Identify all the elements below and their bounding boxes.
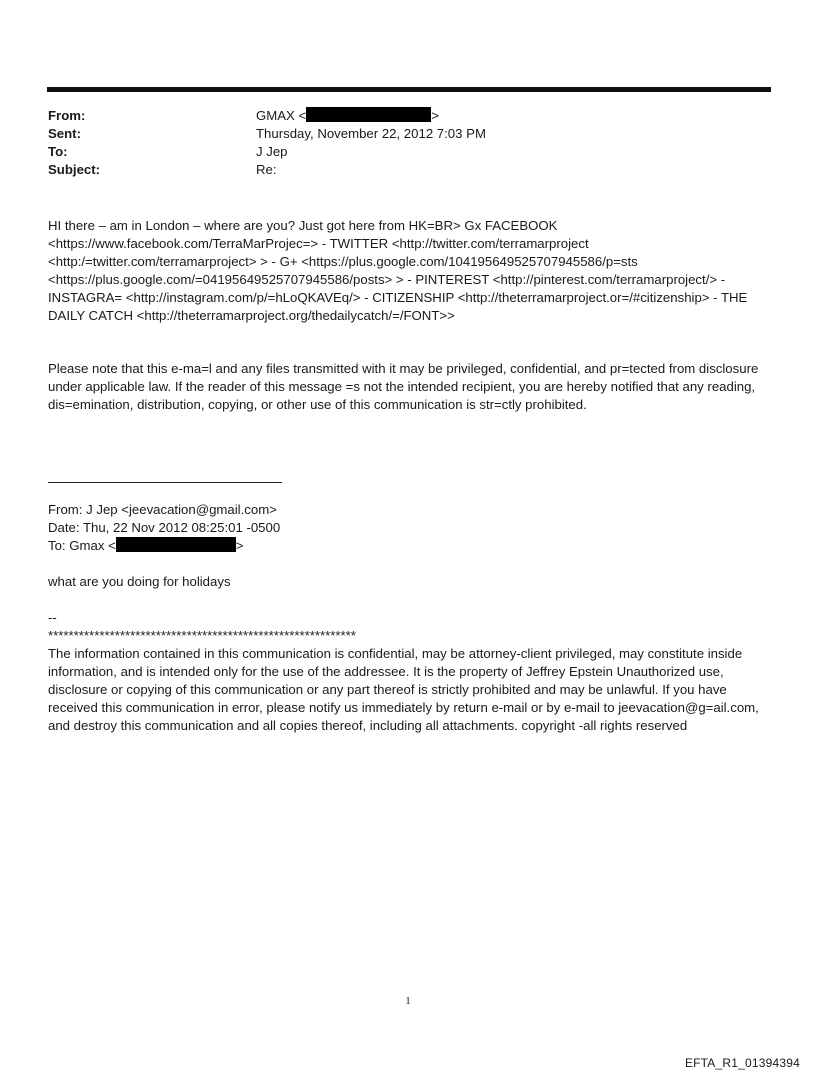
subject-row [48,161,768,179]
to-value: J Jep [256,144,288,159]
page-number: 1 [405,995,411,1007]
top-rule [47,87,771,92]
legal-disclaimer [48,360,772,414]
subject-label: Subject: [48,162,101,177]
message-body-text: HI there – am in London – where are you? Just got here from HK=BR> Gx FACEBOOK <https://www.facebook.com/TerraMarProjec=> - TWITTER <http://twitter.com/terramarproject <http:/=twitter.com/terramarproject> > - G+ <https://plus.google.com/10419564952570794558​6/p=sts <https://plus.google.com/=04195649525707945586/posts> > - PINTEREST <http://pinterest.com/terramarproject/> - INSTAGRA= <http://instagram.com/p/=hLoQKAVEq/> - CITIZENSHIP <http://theterramarproject.or=/#citizenship> - THE DAILY CATCH <http://theterramarproject.org/thedailycatch/=/FONT>> [48,218,748,323]
from-row [48,107,768,125]
confidentiality-notice: The information contained in this communication is confidential, may be attorney-client privileged, may constitute inside information, and is intended only for the use of the addressee. It is the property of Jeffrey Epstein Unauthorized use, disclosure or copying of this communication or any part thereof is strictly prohibited and may be unlawful. If you have received this communication in error, please notify us immediately by return e-mail or by e-mail to jeevacation@g=ail.com, and destroy this communication and all copies thereof, including all attachments. copyright -all rights reserved [48,646,759,733]
subject-value: Re: [256,162,277,177]
redaction-box [306,107,431,122]
sent-label: Sent: [48,126,81,141]
quoted-to-prefix: To: Gmax < [48,538,116,553]
quote-separator [48,482,282,483]
message-body [48,217,772,325]
email-header [48,107,768,179]
sent-row [48,125,768,143]
disclaimer-text: Please note that this e-ma=l and any files transmitted with it may be privileged, confidential, and pr=tected from disclosure under applicable law. If the reader of this message =s not the intended recipient, you are hereby notified that any reading, dis=emination, distribution, copying, or other use of this communication is str=ctly prohibited. [48,361,759,412]
to-label: To: [48,144,68,159]
quoted-from: From: J Jep <jeevacation@gmail.com> [48,502,277,517]
signature-dash: -- [48,610,57,625]
to-row [48,143,768,161]
quoted-to-suffix: > [235,538,244,553]
quoted-to [48,537,772,555]
redaction-box [116,537,236,552]
quoted-message [48,501,772,735]
document-id: EFTA_R1_01394394 [684,1056,800,1070]
sent-value: Thursday, November 22, 2012 7:03 PM [256,126,486,141]
quoted-date: Date: Thu, 22 Nov 2012 08:25:01 -0500 [48,520,281,535]
quoted-message-text: what are you doing for holidays [48,574,231,589]
signature-stars: ************************************************************ [48,628,356,643]
from-label: From: [48,108,86,123]
from-close: > [431,108,439,123]
from-name: GMAX < [256,108,307,123]
from-value [256,107,768,125]
